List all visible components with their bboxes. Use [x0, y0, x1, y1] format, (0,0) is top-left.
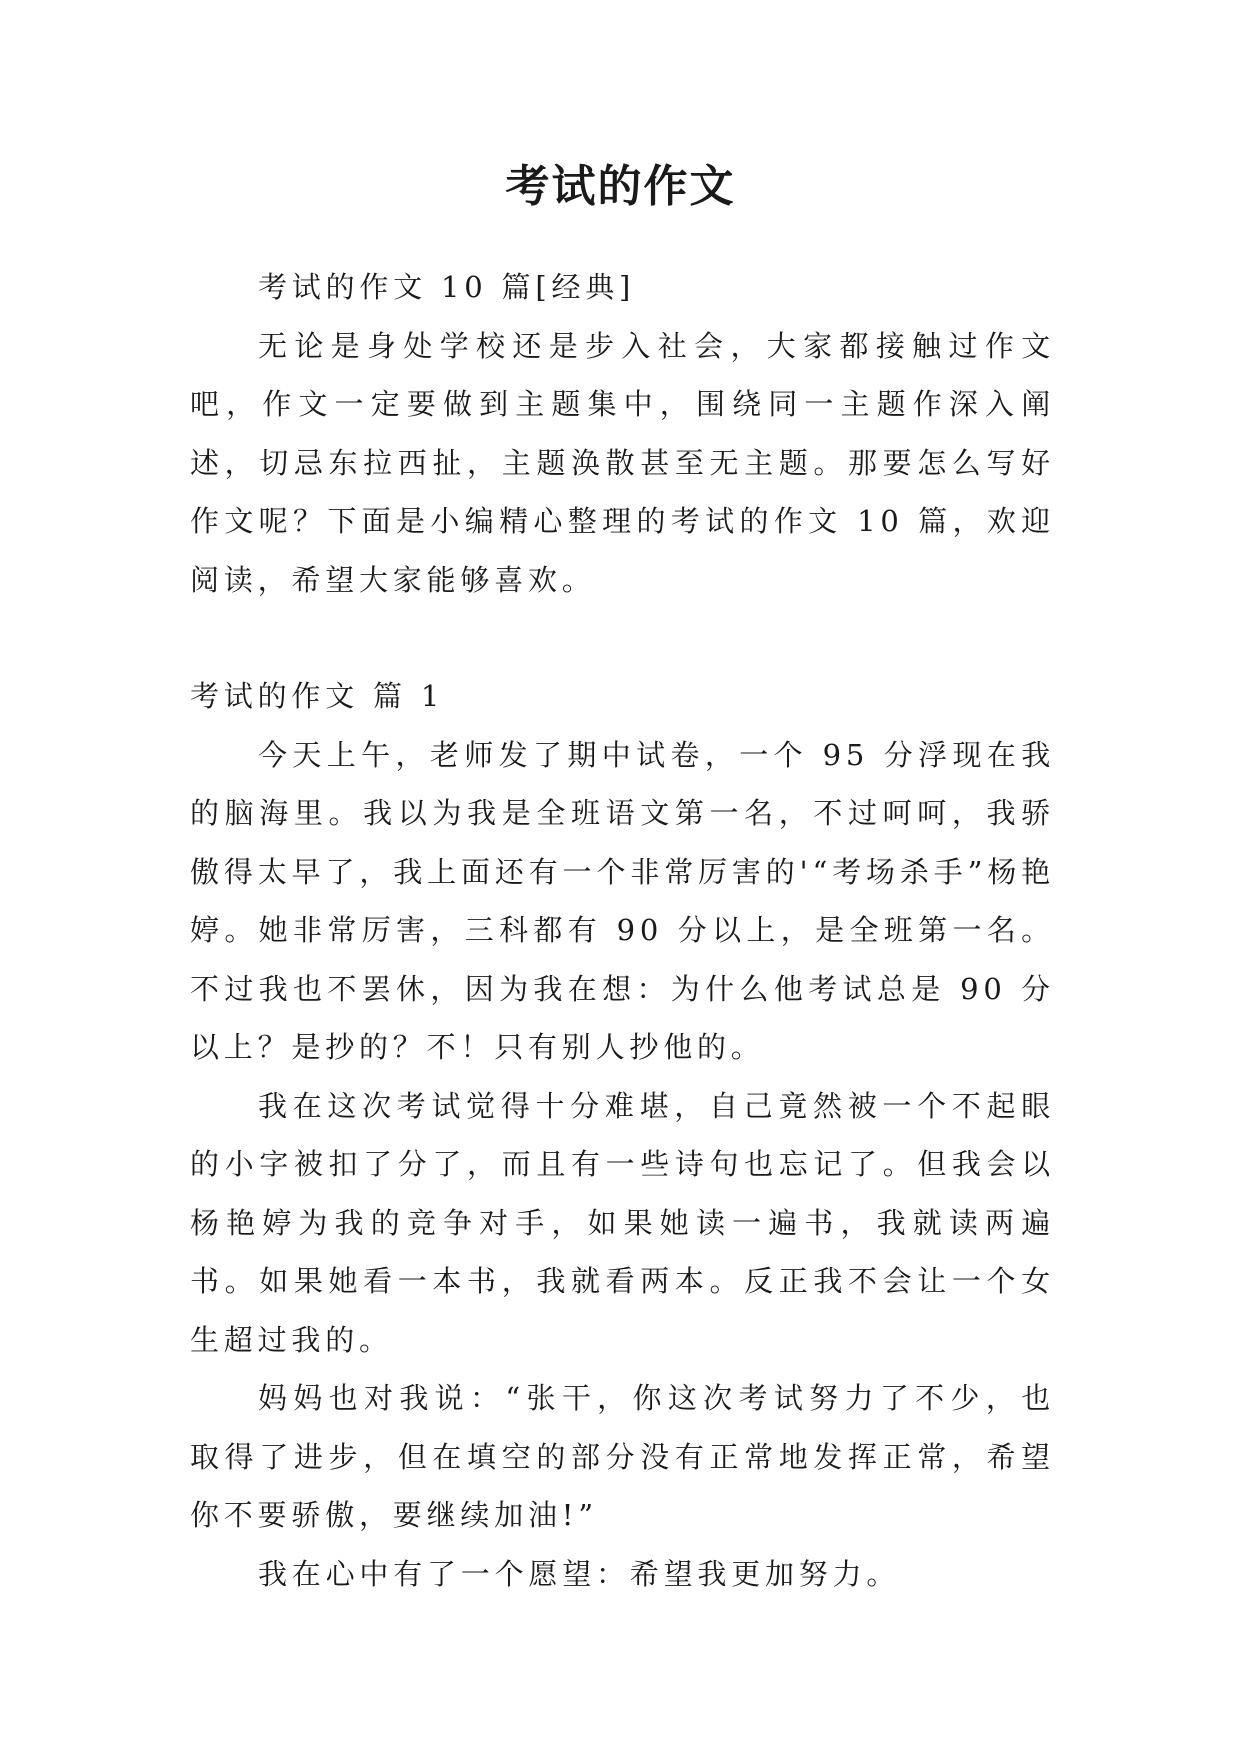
section-heading: 考试的作文 篇 1: [190, 679, 445, 713]
document-title: 考试的作文: [505, 161, 736, 212]
essay-paragraph-4: 我在心中有了一个愿望：希望我更加努力。: [258, 1556, 901, 1591]
essay-paragraph-1: 今天上午，老师发了期中试卷，一个 95 分浮现在我的脑海里。我以为我是全班语文第一名，不过呵呵，我骄傲得太早了，我上面还有一个非常厉害的'“考场杀手”杨艳婷。她非常厉害，三科都有 90 分以上，是全班第一名。不过我也不罢休，因为我在想：为什么他考试总是 90 分以上？是抄的？不！只有别人抄他的。: [190, 737, 1055, 1064]
essay-paragraph-3: 妈妈也对我说：“张干，你这次考试努力了不少，也取得了进步，但在填空的部分没有正常地发挥正常，希望你不要骄傲，要继续加油!”: [190, 1381, 1055, 1532]
document-body: [190, 258, 1055, 1603]
document-subtitle: 考试的作文 10 篇[经典]: [258, 270, 636, 304]
essay-paragraph-2: 我在这次考试觉得十分难堪，自己竟然被一个不起眼的小字被扣了分了，而且有一些诗句也忘记了。但我会以杨艳婷为我的竞争对手，如果她读一遍书，我就读两遍书。如果她看一本书，我就看两本。反正我不会让一个女生超过我的。: [190, 1088, 1055, 1357]
section-spacer: [190, 609, 1055, 667]
intro-paragraph: 无论是身处学校还是步入社会，大家都接触过作文吧，作文一定要做到主题集中，围绕同一主题作深入阐述，切忌东拉西扯，主题涣散甚至无主题。那要怎么写好作文呢？下面是小编精心整理的考试的作文 10 篇，欢迎阅读，希望大家能够喜欢。: [190, 328, 1055, 597]
